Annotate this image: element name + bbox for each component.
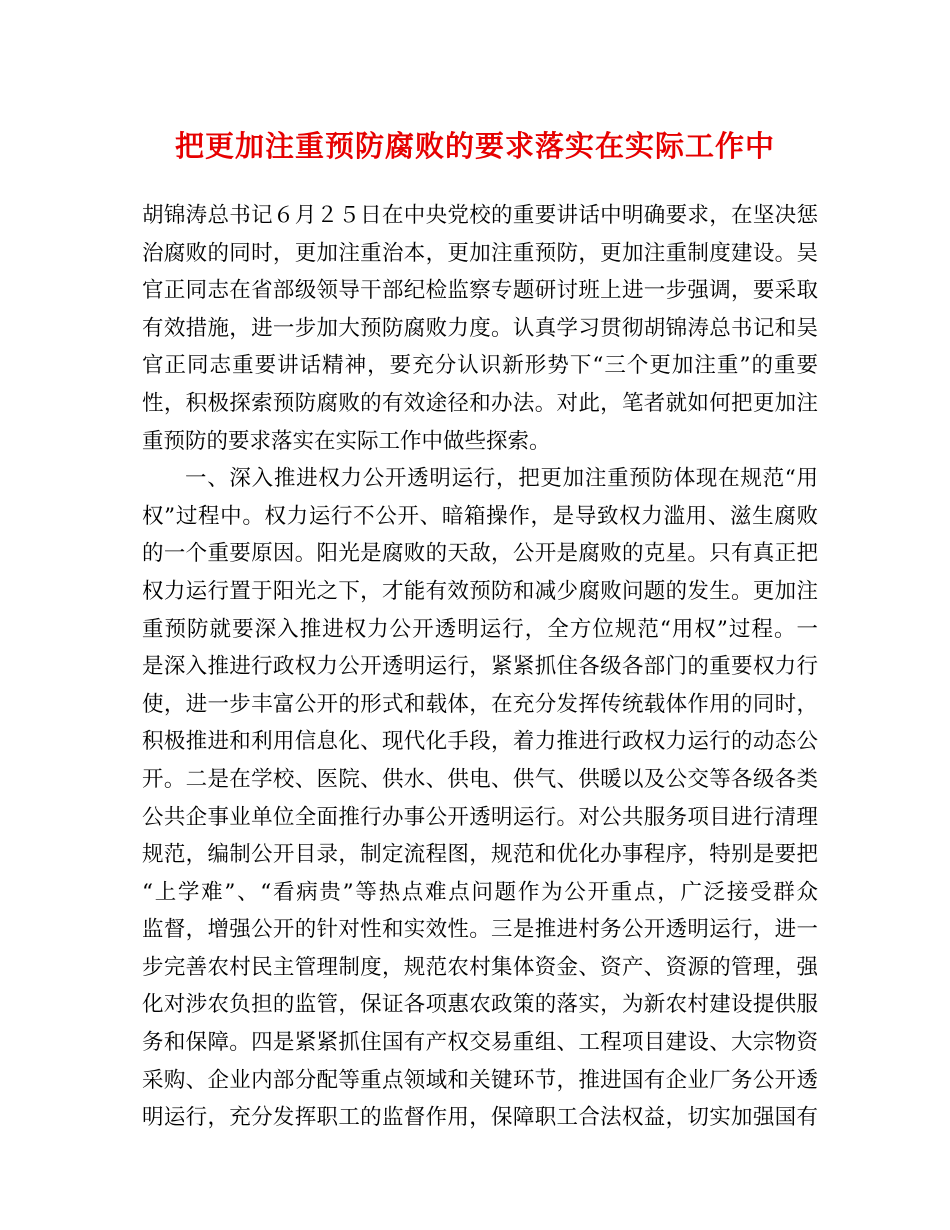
text-line: 步完善农村民主管理制度，规范农村集体资金、资产、资源的管理，强 xyxy=(142,954,818,980)
text-line: 使，进一步丰富公开的形式和载体，在充分发挥传统载体作用的同时， xyxy=(142,691,818,717)
text-line: 务和保障。四是紧紧抓住国有产权交易重组、工程项目建设、大宗物资 xyxy=(142,1030,818,1056)
text-line: 明运行，充分发挥职工的监督作用，保障职工合法权益，切实加强国有 xyxy=(142,1105,818,1131)
text-line: 公共企事业单位全面推行办事公开透明运行。对公共服务项目进行清理 xyxy=(142,804,818,830)
text-line: 官正同志重要讲话精神，要充分认识新形势下“三个更加注重”的重要 xyxy=(142,353,818,379)
text-line: 规范，编制公开目录，制定流程图，规范和优化办事程序，特别是要把 xyxy=(142,842,818,868)
text-line: 重预防就要深入推进权力公开透明运行，全方位规范“用权”过程。一 xyxy=(142,616,818,642)
text-line: 积极推进和利用信息化、现代化手段，着力推进行政权力运行的动态公 xyxy=(142,729,818,755)
text-line: 重预防的要求落实在实际工作中做些探索。 xyxy=(142,428,551,454)
text-line: 性，积极探索预防腐败的有效途径和办法。对此，笔者就如何把更加注 xyxy=(142,390,818,416)
text-line: 是深入推进行政权力公开透明运行，紧紧抓住各级各部门的重要权力行 xyxy=(142,654,818,680)
text-line: 官正同志在省部级领导干部纪检监察专题研讨班上进一步强调，要采取 xyxy=(142,278,818,304)
text-line: 有效措施，进一步加大预防腐败力度。认真学习贯彻胡锦涛总书记和吴 xyxy=(142,315,818,341)
text-line: 开。二是在学校、医院、供水、供电、供气、供暖以及公交等各级各类 xyxy=(142,766,818,792)
text-line: 胡锦涛总书记６月２５日在中央党校的重要讲话中明确要求，在坚决惩 xyxy=(142,203,818,228)
text-line: 化对涉农负担的监管，保证各项惠农政策的落实，为新农村建设提供服 xyxy=(142,992,818,1018)
text-line: 权力运行置于阳光之下，才能有效预防和减少腐败问题的发生。更加注 xyxy=(142,578,818,604)
text-line: 权”过程中。权力运行不公开、暗箱操作，是导致权力滥用、滋生腐败 xyxy=(142,503,818,529)
text-line: 采购、企业内部分配等重点领域和关键环节，推进国有企业厂务公开透 xyxy=(142,1067,818,1093)
document-title: 把更加注重预防腐败的要求落实在实际工作中 xyxy=(174,129,775,163)
text-line: 监督，增强公开的针对性和实效性。三是推进村务公开透明运行，进一 xyxy=(142,917,818,943)
text-line: 的一个重要原因。阳光是腐败的天敌，公开是腐败的克星。只有真正把 xyxy=(142,541,818,567)
text-line: “上学难”、“看病贵”等热点难点问题作为公开重点，广泛接受群众 xyxy=(142,879,818,905)
document-body xyxy=(142,197,818,1137)
text-line: 治腐败的同时，更加注重治本，更加注重预防，更加注重制度建设。吴 xyxy=(142,240,818,266)
text-line: 一、深入推进权力公开透明运行，把更加注重预防体现在规范“用 xyxy=(185,466,818,492)
